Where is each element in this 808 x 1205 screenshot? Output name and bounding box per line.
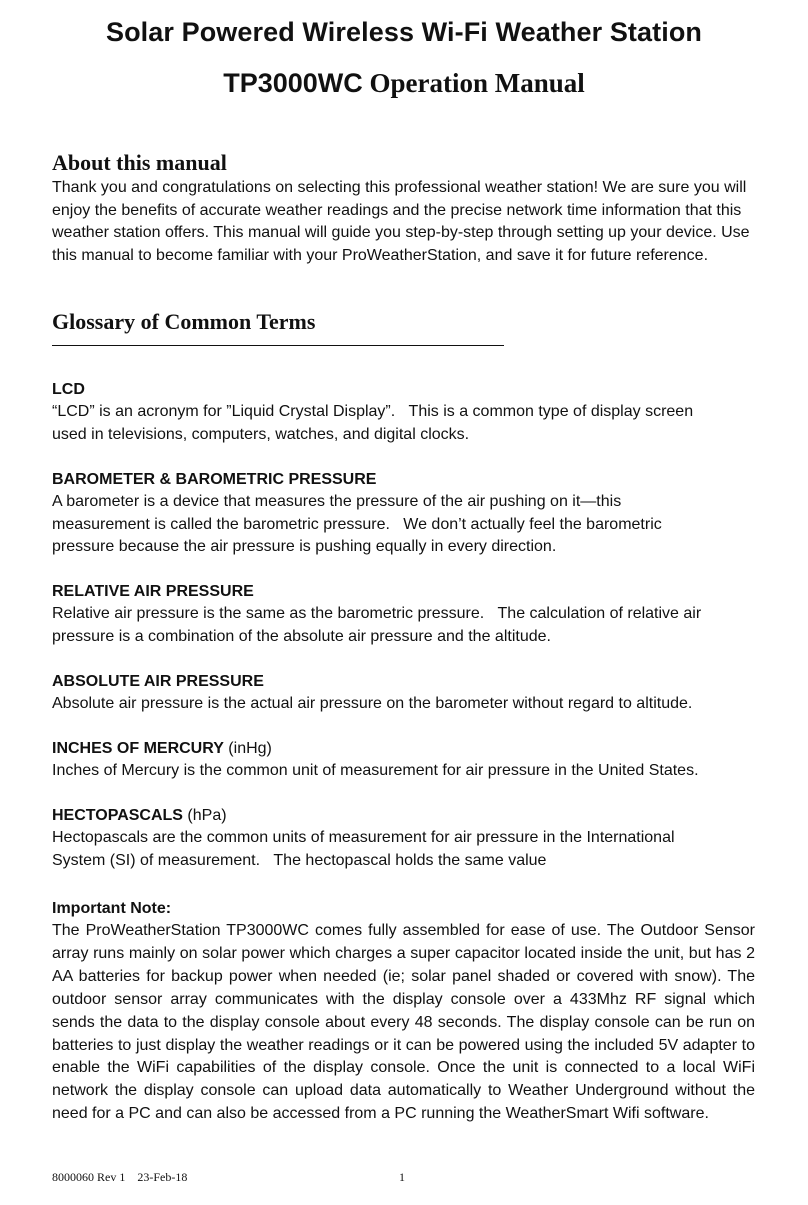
subtitle-text: Operation Manual bbox=[369, 68, 585, 98]
term-inches-of-mercury bbox=[52, 738, 762, 783]
term-unit: (inHg) bbox=[223, 740, 272, 757]
term-name: HECTOPASCALS bbox=[52, 807, 183, 824]
term-name: LCD bbox=[52, 381, 85, 398]
glossary-heading: Glossary of Common Terms bbox=[52, 309, 316, 334]
term-barometer bbox=[52, 469, 762, 559]
term-hectopascals bbox=[52, 805, 762, 872]
term-lcd bbox=[52, 379, 762, 446]
term-definition: Hectopascals are the common units of measurement for air pressure in the International System (SI) of measurement. The hectopascal holds the same value bbox=[52, 829, 675, 869]
term-absolute-air-pressure bbox=[52, 671, 762, 716]
term-name: BAROMETER & BAROMETRIC PRESSURE bbox=[52, 471, 377, 488]
document-subtitle bbox=[0, 68, 808, 99]
term-definition: Relative air pressure is the same as the barometric pressure. The calculation of relative air pressure is a combination of the absolute air pressure and the altitude. bbox=[52, 605, 702, 645]
term-definition: Absolute air pressure is the actual air pressure on the barometer without regard to altitude. bbox=[52, 695, 693, 712]
footer-page-number: 1 bbox=[399, 1170, 405, 1184]
about-paragraph: Thank you and congratulations on selecting this professional weather station! We are sure you will enjoy the benefits of accurate weather readings and the precise network time information that this weather station offers. This manual will guide you step-by-step through setting up your device. Use this manual to become familiar with your ProWeatherStation, and save it for future reference. bbox=[52, 179, 750, 264]
term-name: INCHES OF MERCURY bbox=[52, 740, 224, 757]
model-number: TP3000WC bbox=[223, 68, 363, 98]
important-note-text: The ProWeatherStation TP3000WC comes fully assembled for ease of use. The Outdoor Sensor array runs mainly on solar power which charges a super capacitor located inside the unit, but has 2 AA batteries for backup power when needed (ie; solar panel shaded or covered with snow). The outdoor sensor array communicates with the display console over a 433Mhz RF signal which sends the data to the display console about every 48 seconds. The display console can be run on batteries to just display the weather readings or it can be powered using the included 5V adapter to enable the WiFi capabilities of the display console. Once the unit is connected to a local WiFi network the display console can upload data automatically to Weather Underground without the need for a PC and can also be accessed from a PC running the WeatherSmart Wifi software. bbox=[52, 922, 755, 1123]
term-relative-air-pressure bbox=[52, 581, 762, 648]
term-definition: A barometer is a device that measures the pressure of the air pushing on it—this measurement is called the barometric pressure. We don’t actually feel the barometric pressure because the air pressure is pushing equally in every direction. bbox=[52, 493, 662, 556]
term-name: RELATIVE AIR PRESSURE bbox=[52, 583, 254, 600]
glossary-divider bbox=[52, 345, 504, 346]
important-note bbox=[52, 898, 755, 1126]
term-name: ABSOLUTE AIR PRESSURE bbox=[52, 673, 264, 690]
term-definition: Inches of Mercury is the common unit of measurement for air pressure in the United States. bbox=[52, 762, 699, 779]
footer-doc-id: 8000060 Rev 1 23-Feb-18 bbox=[52, 1170, 188, 1184]
important-note-heading: Important Note: bbox=[52, 900, 172, 917]
term-unit: (hPa) bbox=[182, 807, 227, 824]
term-definition: “LCD” is an acronym for ”Liquid Crystal Display”. This is a common type of display screen used in televisions, computers, watches, and digital clocks. bbox=[52, 403, 694, 443]
about-heading: About this manual bbox=[52, 150, 227, 175]
document-title: Solar Powered Wireless Wi-Fi Weather Station bbox=[105, 17, 703, 47]
